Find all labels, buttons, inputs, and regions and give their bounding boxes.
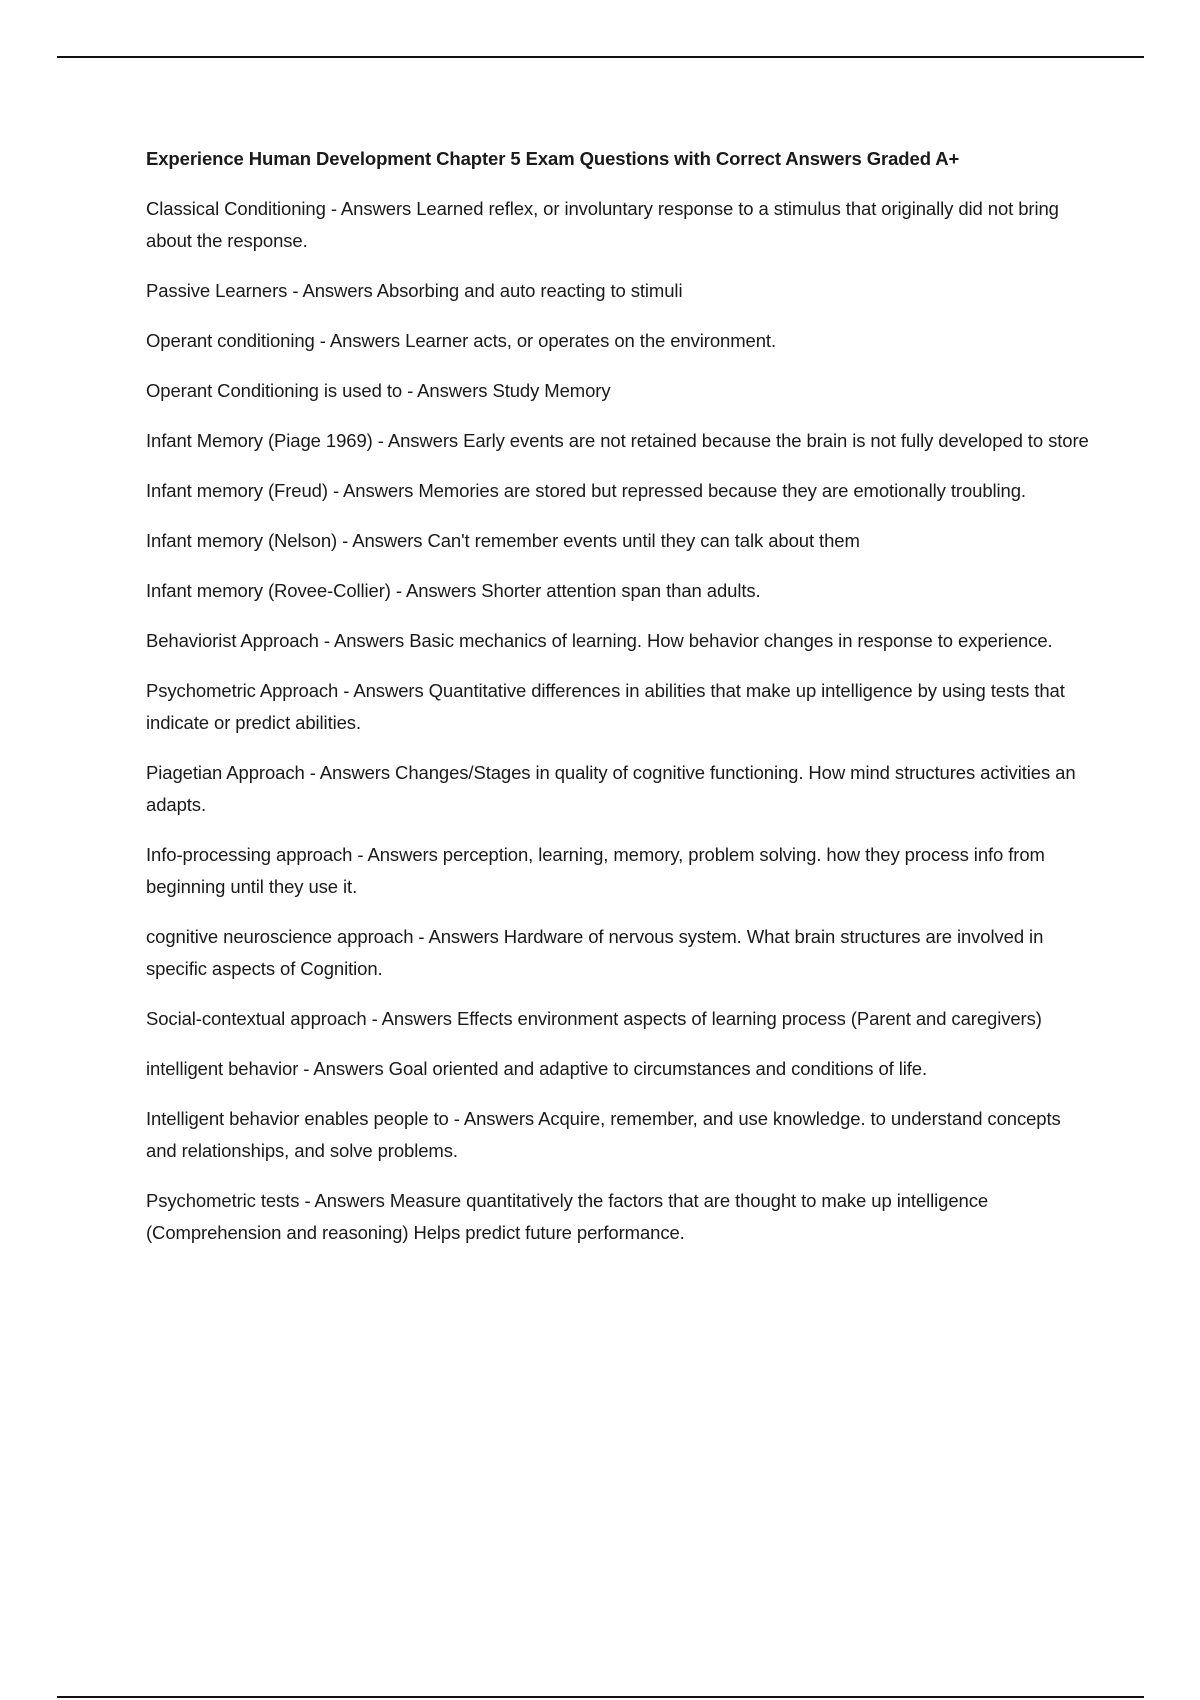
qa-entry: Behaviorist Approach - Answers Basic mechanics of learning. How behavior changes in response to experience. [146,630,1053,651]
qa-entry: Infant memory (Rovee-Collier) - Answers Shorter attention span than adults. [146,580,761,601]
qa-entry: Psychometric Approach - Answers Quantitative differences in abilities that make up intelligence by using tests that indicate or predict abilities. [146,680,1065,733]
top-rule [57,56,1144,58]
qa-entry: Intelligent behavior enables people to - Answers Acquire, remember, and use knowledge. to understand concepts and relationships, and solve problems. [146,1108,1061,1161]
bottom-rule [57,1696,1144,1698]
qa-entry: Infant memory (Nelson) - Answers Can't remember events until they can talk about them [146,530,860,551]
qa-entry: cognitive neuroscience approach - Answers Hardware of nervous system. What brain structures are involved in specific aspects of Cognition. [146,926,1044,979]
qa-entry: intelligent behavior - Answers Goal oriented and adaptive to circumstances and conditions of life. [146,1058,928,1079]
qa-entry: Operant conditioning - Answers Learner acts, or operates on the environment. [146,330,776,351]
qa-entry: Infant memory (Freud) - Answers Memories are stored but repressed because they are emotionally troubling. [146,480,1026,501]
document-title: Experience Human Development Chapter 5 Exam Questions with Correct Answers Graded A+ [146,148,960,169]
qa-entry: Piagetian Approach - Answers Changes/Stages in quality of cognitive functioning. How mind structures activities an adapts. [146,762,1076,815]
qa-entry: Psychometric tests - Answers Measure quantitatively the factors that are thought to make up intelligence (Comprehension and reasoning) Helps predict future performance. [146,1190,989,1243]
qa-entry: Info-processing approach - Answers perception, learning, memory, problem solving. how they process info from beginning until they use it. [146,844,1045,897]
qa-entry: Social-contextual approach - Answers Effects environment aspects of learning process (Parent and caregivers) [146,1008,1042,1029]
document-body [146,146,1091,1267]
qa-entry: Operant Conditioning is used to - Answers Study Memory [146,380,611,401]
qa-entry: Infant Memory (Piage 1969) - Answers Early events are not retained because the brain is not fully developed to store [146,430,1089,451]
qa-entry: Classical Conditioning - Answers Learned reflex, or involuntary response to a stimulus that originally did not bring about the response. [146,198,1059,251]
qa-entry: Passive Learners - Answers Absorbing and auto reacting to stimuli [146,280,683,301]
